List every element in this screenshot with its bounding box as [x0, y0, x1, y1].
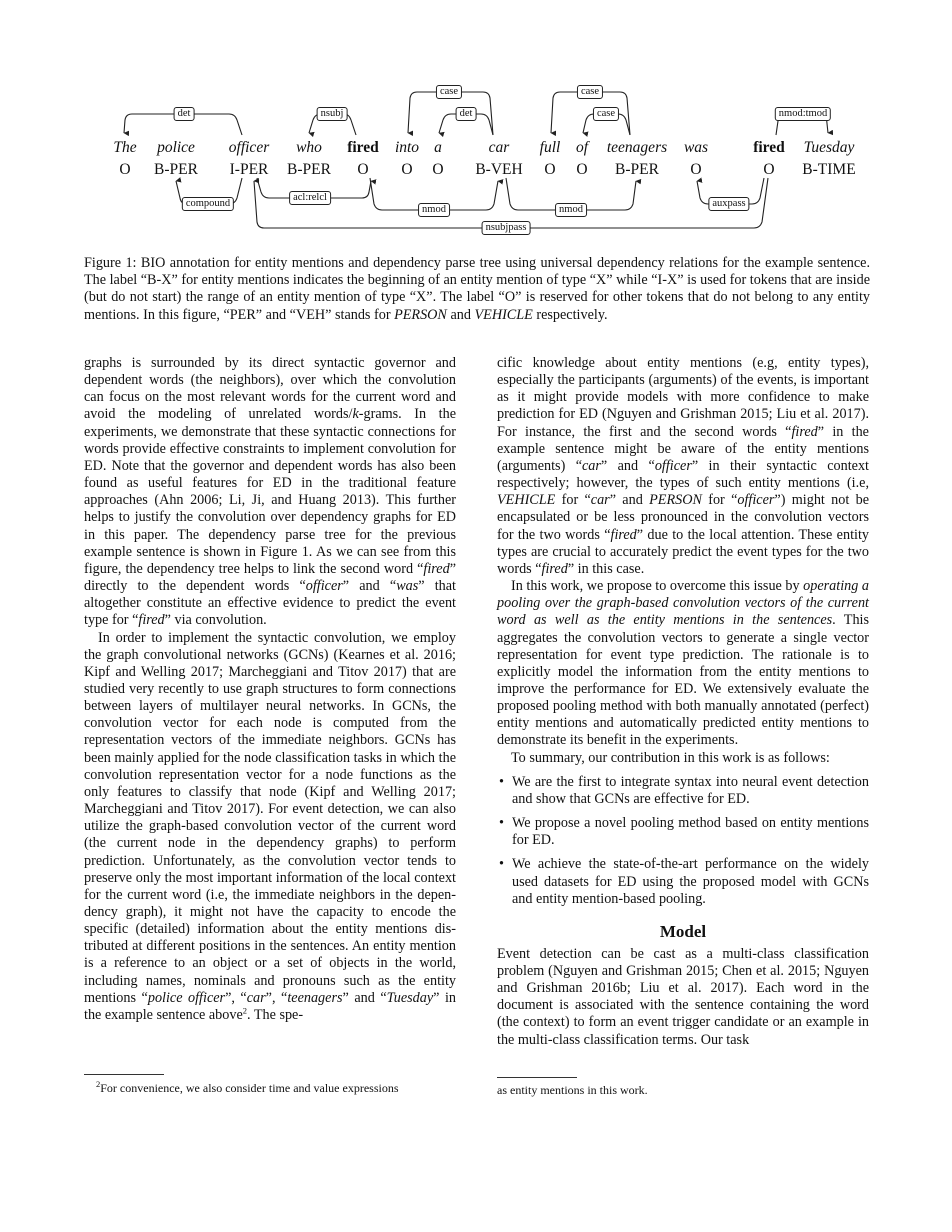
token-word: police — [157, 139, 195, 156]
dependency-parse-figure — [0, 0, 952, 245]
dependency-arcs — [0, 0, 952, 245]
relation-label: compound — [182, 197, 234, 211]
token-word: The — [113, 139, 137, 156]
token-tag: O — [763, 161, 775, 178]
paragraph: In order to implement the syntactic convolution, we employ the graph convolutional networks (GCNs) (Kearnes et al. 2016; Kipf and Welling 2017; Marcheggiani and Titov 2017) that are studied very recently to use graph structures to form connections between layers of multilayer neural networks. In GCNs, the convolution vector for each node is computed from the representation vectors of the immediate neighbors. GCNs has been mainly applied for the node classification tasks in which the convolution representation vector for a node functions as the only features to classify that node (Kipf and Welling 2017; Marcheggiani and Titov 2017). For event detection, we can also utilize the graph-based convolution vector of the current word (the current node in the dependency graphs) to perform prediction. Unfortunately, as the convolution vector tends to preserve only the most important information of the local context for the current word (i.e, the immediate neighbors in the dependency graph), it might not have the capacity to encode the specific (detailed) information about the entity mentions distributed at different positions in the sentences. An entity mention is a reference to an object or a set of objects in the world, including names, nominals and pronouns such as the entity mentions “police officer”, “car”, “teenagers” and “Tuesday” in the example sentence above$^2$. The spe- — [84, 629, 456, 1023]
token-word: fired — [753, 139, 785, 156]
footnote-rule — [497, 1077, 577, 1078]
paragraph: Event detection can be cast as a multi-class classification problem (Nguyen and Grishman 2015; Chen et al. 2015; Nguyen and Grishman 2016b; Liu et al. 2017). Each word in the document is associated with the sentence containing the word (the context) to form an event trigger candidate or an example in the multi-class classification terms. Our task — [497, 945, 869, 1048]
footnote-mark: 2 — [96, 1079, 101, 1089]
relation-label: det — [456, 107, 477, 121]
token-word: into — [394, 139, 420, 156]
token-word: was — [683, 139, 709, 156]
section-heading: Model — [659, 921, 707, 941]
token-word: of — [575, 139, 589, 156]
right-column — [497, 355, 869, 1049]
footnote-reference[interactable]: 2 — [242, 1005, 247, 1016]
token-tag: O — [690, 161, 702, 178]
token-tag: B-PER — [287, 161, 331, 178]
token-word: full — [539, 139, 561, 156]
footnote — [96, 1081, 456, 1095]
relation-label: nmod:tmod — [775, 107, 831, 121]
token-tag: O — [119, 161, 131, 178]
caption-text: PERSON — [394, 306, 447, 323]
token-word: Tuesday — [803, 139, 855, 156]
token-word: teenagers — [606, 139, 668, 156]
relation-label: nsubjpass — [482, 221, 531, 235]
list-item: • We propose a novel pooling method based on entity mentions for ED. — [497, 815, 869, 849]
relation-label: nsubj — [317, 107, 348, 121]
token-word: a — [434, 139, 442, 156]
token-tag: B-VEH — [475, 161, 523, 178]
relation-label: case — [593, 107, 619, 121]
token-tag: B-PER — [154, 161, 198, 178]
footnote-text: For convenience, we also consider time and value expressions — [100, 1081, 399, 1095]
paragraph: cific knowledge about entity mentions (e.g, entity types), especially the participants (arguments) of the events, is important as it might provide models with more confidence to make prediction for ED (Nguyen and Grishman 2015; Liu et al. 2017). For instance, the first and the second words “fired” in the example sentence might be aware of the entity mentions (arguments) “car” and “officer” in their syntactic context respectively; however, the types of such entity mentions (i.e, VEHICLE for “car” and PERSON for “officer”) might not be encapsulated or be less pronounced in the convolution vectors for the two words “fired” due to the local attention. These entity types are crucial to accurately predict the event types for the two words “fired” in this case. — [497, 355, 869, 577]
token-word: officer — [228, 139, 270, 156]
token-tag: B-TIME — [802, 161, 856, 178]
contribution-list — [497, 774, 869, 908]
caption-text: respectively. — [532, 306, 608, 323]
list-item: • We are the first to integrate syntax into neural event detection and show that GCNs are effective for ED. — [497, 774, 869, 808]
relation-label: acl:relcl — [289, 191, 331, 205]
token-tag: B-PER — [615, 161, 659, 178]
figure-caption — [84, 255, 870, 324]
relation-label: auxpass — [708, 197, 749, 211]
relation-label: case — [577, 85, 603, 99]
relation-label: nmod — [418, 203, 450, 217]
list-item: • We achieve the state-of-the-art performance on the widely used datasets for ED using the proposed model with GCNs and entity mention-based pooling. — [497, 856, 869, 907]
relation-label: det — [174, 107, 195, 121]
token-tag: I-PER — [229, 161, 269, 178]
token-tag: O — [544, 161, 556, 178]
caption-text: and — [446, 306, 475, 323]
token-word: who — [296, 139, 322, 156]
caption-text: Figure 1: BIO annotation for entity mentions and dependency parse tree using universal dependency relations for the example sentence. The label “B-X” for entity mentions indicates the beginning of an entity mention of type “X” while “I-X” is used for tokens that are inside (but do not start) the range of an entity mention of type “X”. The label “O” is reserved for other tokens that do not belong to any entity mentions. In this figure, “PER” and “VEH” stands for — [84, 255, 870, 323]
token-tag: O — [401, 161, 413, 178]
left-column — [84, 355, 456, 1024]
footnote-rule — [84, 1074, 164, 1075]
relation-label: case — [436, 85, 462, 99]
paragraph: In this work, we propose to overcome this issue by operating a pooling over the graph-based convolution vectors of the current word as well as the entity mentions in the sentences. This aggregates the convolution vectors to generate a single vector representation for event type prediction. The rationale is to explicitly model the information from the entity mentions to improve the performance for ED. We extensively evaluate the proposed pooling method with both manually annotated (perfect) entity mentions and automatically predicted entity mentions to demonstrate its benefit in the experiments. — [497, 578, 870, 749]
token-word: fired — [347, 139, 379, 156]
token-tag: O — [357, 161, 369, 178]
paragraph: graphs is surrounded by its direct syntactic governor and dependent words (the neighbors), over which the convolution can focus on the most relevant words for the current word and avoid the modeling of unrelated words/k-grams. In the experiments, we demonstrate that these syntactic connections for words provide effective constraints to implement convolution for ED. Note that the governor and dependent words has also been found as useful features for ED in the traditional feature approaches (Ahn 2006; Li, Ji, and Huang 2013). This further helps to justify the convolution over dependency graphs for ED in this paper. The dependency parse tree for the previous example sentence is shown in Figure 1. As we can see from this figure, the dependency tree helps to link the second word “fired” directly to the dependent words “officer” and “was” that altogether constitute an effective evidence to predict the event type for “fired” via convolution. — [84, 355, 456, 629]
relation-label: nmod — [555, 203, 587, 217]
token-word: car — [488, 139, 510, 156]
footnote-continuation: as entity mentions in this work. — [497, 1083, 648, 1097]
caption-text: VEHICLE — [474, 306, 533, 323]
paragraph: To summary, our contribution in this work is as follows: — [511, 749, 830, 766]
token-tag: O — [432, 161, 444, 178]
token-tag: O — [576, 161, 588, 178]
